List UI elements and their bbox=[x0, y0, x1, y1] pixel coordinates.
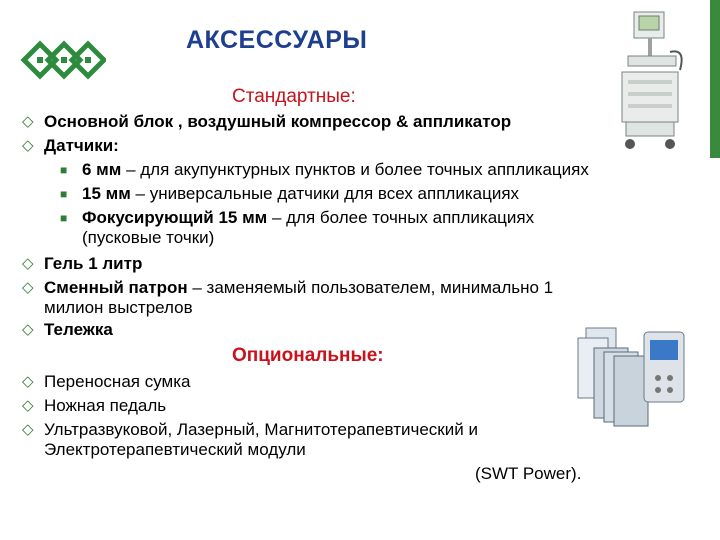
square-bullet-icon: ■ bbox=[60, 163, 68, 177]
diamond-bullet-icon: ◇ bbox=[22, 113, 34, 130]
diamond-bullet-icon: ◇ bbox=[22, 137, 34, 154]
diamond-bullet-icon: ◇ bbox=[22, 373, 34, 390]
accent-bar bbox=[710, 0, 720, 158]
cartridge-continuation: милион выстрелов bbox=[44, 298, 193, 317]
page-title: АКСЕССУАРЫ bbox=[186, 26, 368, 54]
diamond-bullet-icon: ◇ bbox=[22, 397, 34, 414]
standard-heading: Стандартные: bbox=[232, 86, 356, 107]
device-image bbox=[608, 8, 708, 156]
sensor-continuation: (пусковые точки) bbox=[82, 228, 215, 247]
swt-power-note: (SWT Power). bbox=[475, 464, 582, 483]
modules-image bbox=[568, 318, 698, 436]
diamond-bullet-icon: ◇ bbox=[22, 279, 34, 296]
btl-logo bbox=[20, 40, 106, 80]
square-bullet-icon: ■ bbox=[60, 187, 68, 201]
optional-continuation: Электротерапевтический модули bbox=[44, 440, 306, 459]
optional-heading: Опциональные: bbox=[232, 345, 384, 366]
diamond-bullet-icon: ◇ bbox=[22, 255, 34, 272]
diamond-bullet-icon: ◇ bbox=[22, 321, 34, 338]
slide: АКСЕССУАРЫ Стандартные: ◇ Основной блок , воздушный компрессор & аппликатор ◇ Датчики: ■ 6 мм – для акупунктурных пунктов и более точных аппликациях ■ 15 мм – универсальные датчики для всех аппликациях ■ Фокусирующий 15 мм – для более точных аппликациях (пусковые точки) ◇ Гель 1 литр ◇ Сменный патрон – заменяемый пользователем, минимально 1 милион выстрелов ◇ Тележка Опциональные: ◇ Переносная сумка ◇ Ножная педаль ◇ Ультразвуковой, Лазерный, Магнитотерапевтический и Электротерапевтический модули (SWT Power). bbox=[0, 0, 720, 540]
square-bullet-icon: ■ bbox=[60, 211, 68, 225]
diamond-bullet-icon: ◇ bbox=[22, 421, 34, 438]
